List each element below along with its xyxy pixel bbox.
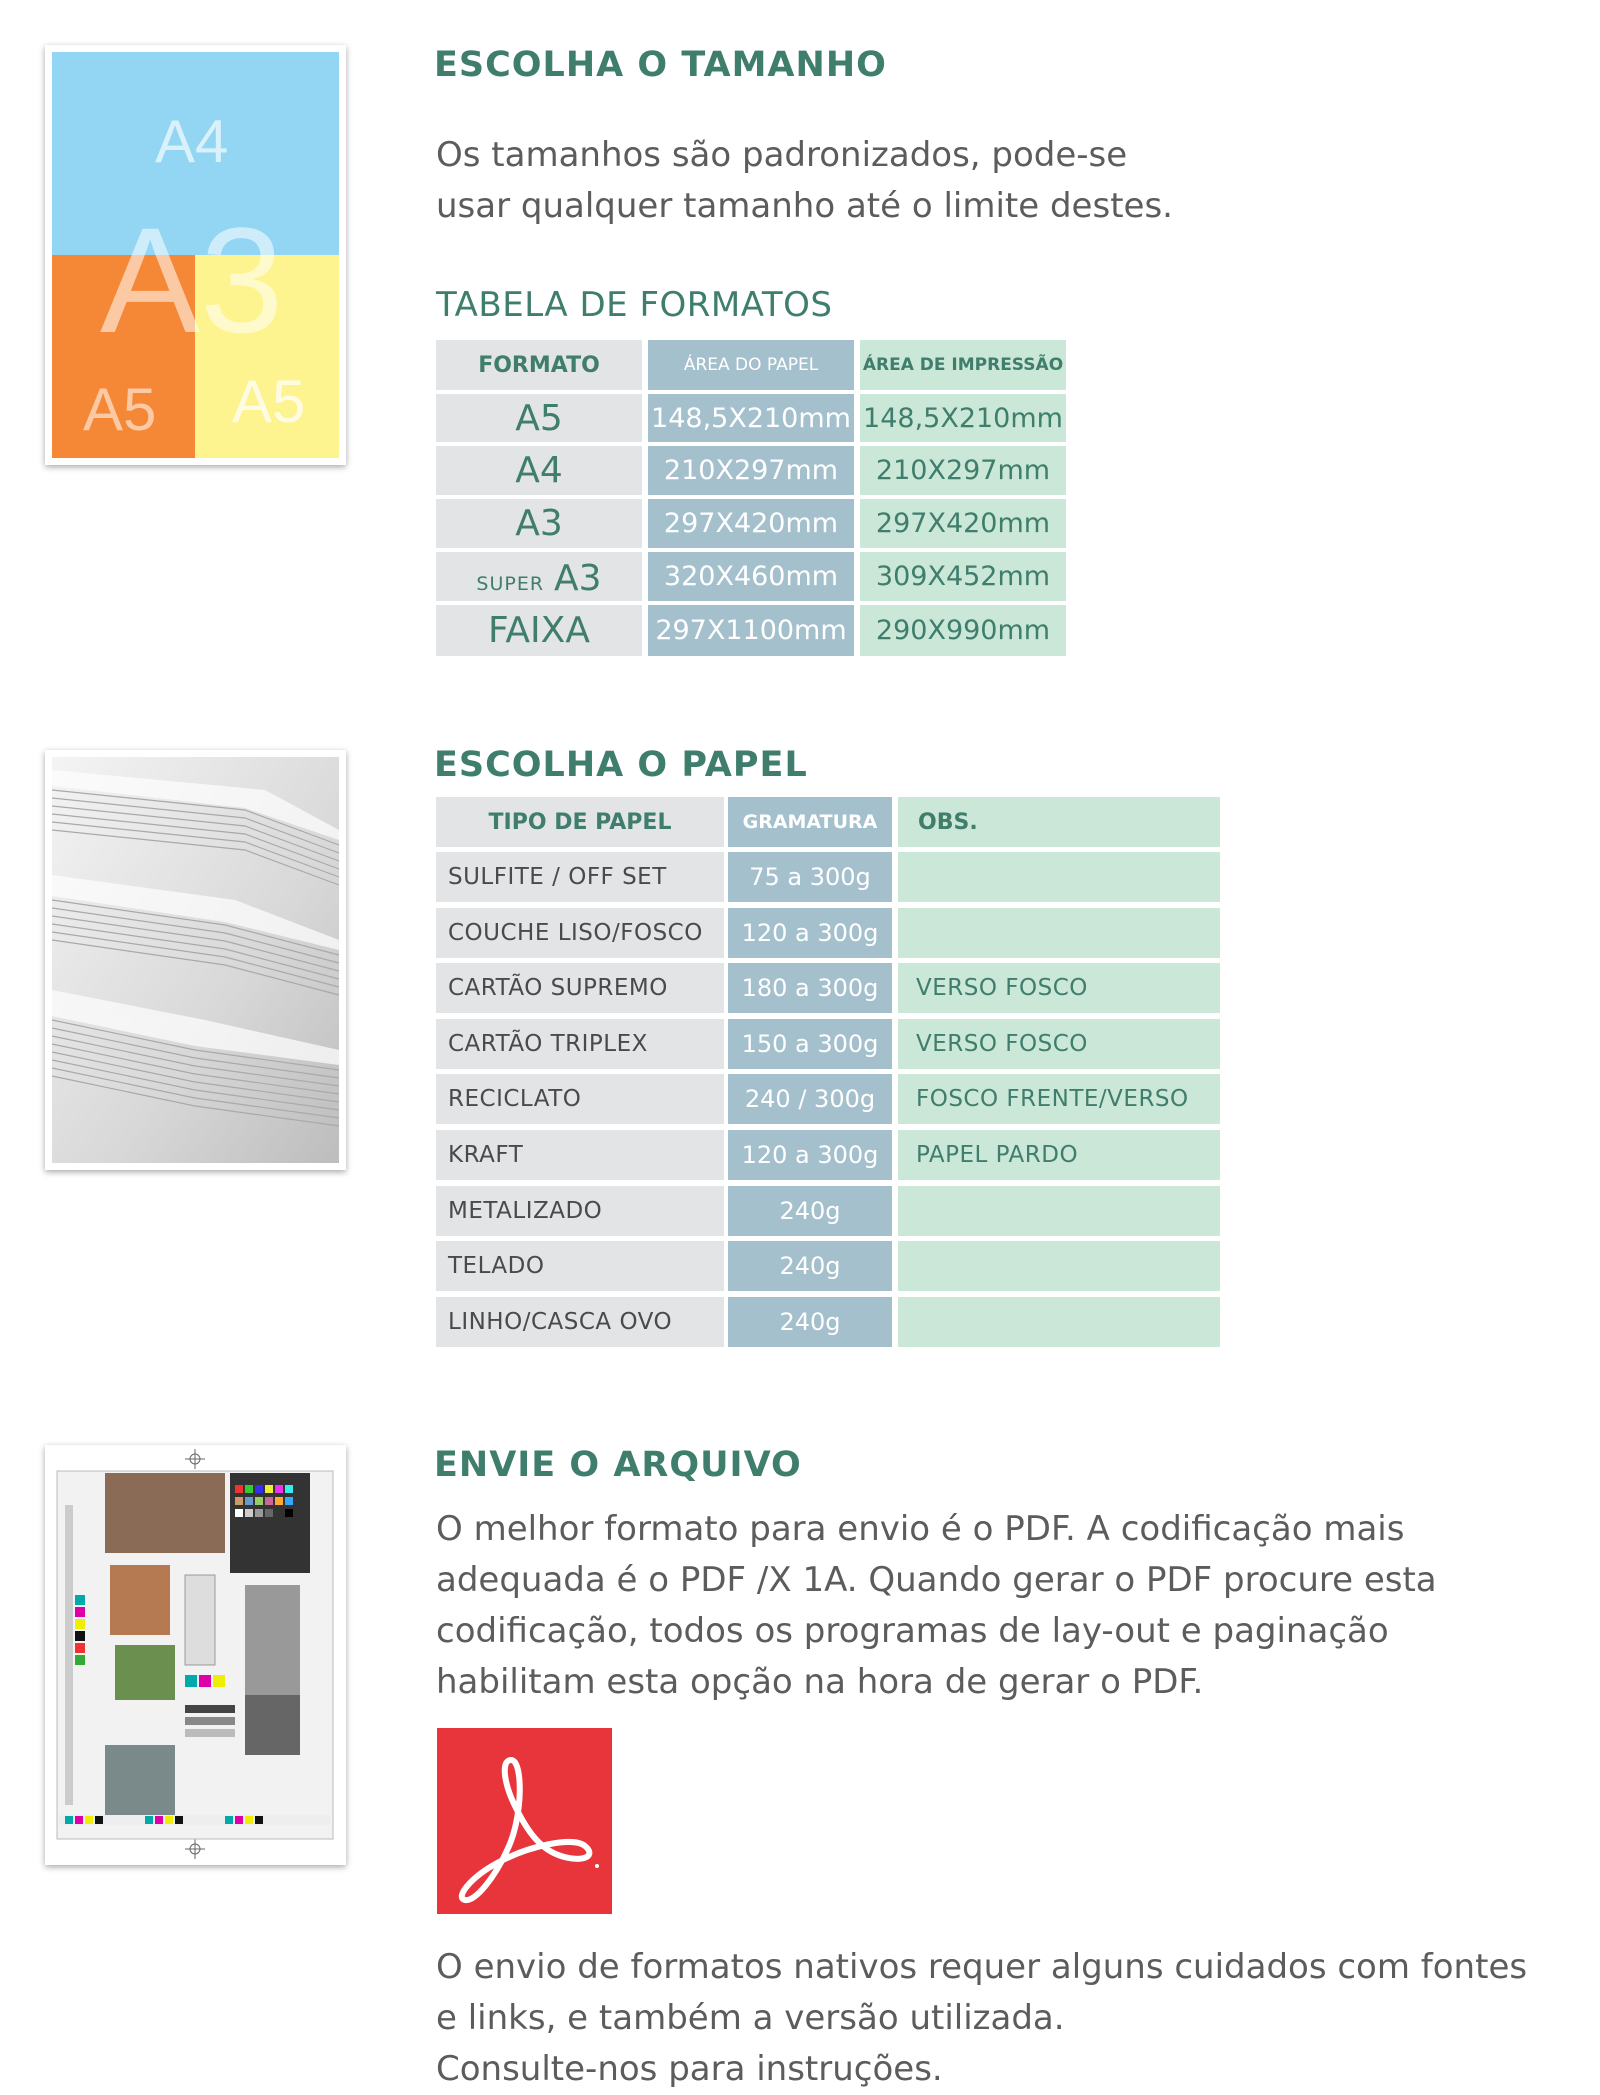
paper-row-tipo: KRAFT (436, 1130, 724, 1180)
formats-table-title: TABELA DE FORMATOS (436, 285, 833, 325)
formats-row-name: A3 (436, 499, 642, 548)
paper-header-gramatura: GRAMATURA (728, 797, 892, 847)
paper-row-gramatura: 240g (728, 1297, 892, 1347)
paper-row-obs (898, 1241, 1220, 1291)
paper-row-obs (898, 908, 1220, 958)
paper-row-tipo: TELADO (436, 1241, 724, 1291)
paper-row-tipo: CARTÃO SUPREMO (436, 963, 724, 1013)
paper-row-gramatura: 240 / 300g (728, 1074, 892, 1124)
paper-row-obs (898, 1186, 1220, 1236)
paper-size-diagram (45, 45, 346, 465)
paper-row-tipo: LINHO/CASCA OVO (436, 1297, 724, 1347)
print-proof-image (45, 1445, 346, 1865)
section-size-paragraph (436, 130, 1173, 232)
a4-label: A4 (155, 108, 229, 175)
formats-row-area-papel: 297X420mm (648, 499, 854, 548)
paper-row-gramatura: 240g (728, 1186, 892, 1236)
formats-row-area-impressao: 297X420mm (860, 499, 1066, 548)
paper-stack-image (45, 750, 346, 1170)
paragraph-line: e links, e também a versão utilizada. (436, 1998, 1065, 2038)
acrobat-icon (437, 1728, 612, 1914)
paper-row-obs (898, 1297, 1220, 1347)
paragraph-line: usar qualquer tamanho até o limite destes. (436, 186, 1173, 226)
formats-row-area-papel: 297X1100mm (648, 605, 854, 656)
print-proof-sheet (45, 1445, 346, 1865)
paper-row-gramatura: 120 a 300g (728, 1130, 892, 1180)
paper-row-gramatura: 150 a 300g (728, 1019, 892, 1069)
formats-row-name: A3 (554, 558, 602, 599)
pdf-logo (437, 1728, 612, 1914)
paper-row-tipo: SULFITE / OFF SET (436, 852, 724, 902)
paragraph-line: adequada é o PDF /X 1A. Quando gerar o PDF procure esta (436, 1560, 1437, 1600)
formats-row-name: A4 (436, 446, 642, 495)
a3-label: A3 (100, 196, 284, 364)
paragraph-line: O envio de formatos nativos requer alguns cuidados com fontes (436, 1947, 1528, 1987)
paragraph-line: Os tamanhos são padronizados, pode-se (436, 135, 1128, 175)
paper-row-obs: VERSO FOSCO (898, 963, 1220, 1013)
paper-row-obs: FOSCO FRENTE/VERSO (898, 1074, 1220, 1124)
section-size-title: ESCOLHA O TAMANHO (434, 45, 887, 85)
formats-row-area-impressao: 148,5X210mm (860, 394, 1066, 442)
formats-row-area-impressao: 210X297mm (860, 446, 1066, 495)
formats-header-formato: FORMATO (436, 340, 642, 390)
paper-row-gramatura: 75 a 300g (728, 852, 892, 902)
paragraph-line: codificação, todos os programas de lay-out e paginação (436, 1611, 1389, 1651)
paper-row-gramatura: 240g (728, 1241, 892, 1291)
paper-row-gramatura: 120 a 300g (728, 908, 892, 958)
formats-row-area-impressao: 290X990mm (860, 605, 1066, 656)
section-paper-title: ESCOLHA O PAPEL (434, 745, 808, 785)
formats-row-area-papel: 210X297mm (648, 446, 854, 495)
paper-stack-photo (45, 750, 346, 1170)
section-file-paragraph-1 (436, 1504, 1437, 1708)
a5-left-label: A5 (83, 376, 157, 443)
formats-row-area-papel: 148,5X210mm (648, 394, 854, 442)
formats-row-area-papel: 320X460mm (648, 552, 854, 601)
paper-row-tipo: RECICLATO (436, 1074, 724, 1124)
paper-row-obs: PAPEL PARDO (898, 1130, 1220, 1180)
paragraph-line: Consulte-nos para instruções. (436, 2049, 943, 2089)
section-file-title: ENVIE O ARQUIVO (434, 1445, 802, 1485)
formats-row-name: A5 (436, 394, 642, 442)
formats-header-area-papel: ÁREA DO PAPEL (648, 340, 854, 390)
paper-row-tipo: METALIZADO (436, 1186, 724, 1236)
paper-row-tipo: CARTÃO TRIPLEX (436, 1019, 724, 1069)
paper-row-obs (898, 852, 1220, 902)
a5-right-label: A5 (232, 368, 306, 435)
formats-row-name-cell (436, 552, 642, 601)
paper-row-tipo: COUCHE LISO/FOSCO (436, 908, 724, 958)
formats-row-area-impressao: 309X452mm (860, 552, 1066, 601)
section-file-paragraph-2 (436, 1942, 1527, 2095)
formats-row-name: FAIXA (436, 605, 642, 656)
paragraph-line: O melhor formato para envio é o PDF. A codificação mais (436, 1509, 1405, 1549)
paragraph-line: habilitam esta opção na hora de gerar o PDF. (436, 1662, 1204, 1702)
formats-row-prefix: SUPER (476, 573, 545, 595)
paper-header-obs: OBS. (898, 797, 1220, 847)
paper-header-tipo: TIPO DE PAPEL (436, 797, 724, 847)
formats-header-area-impressao: ÁREA DE IMPRESSÃO (860, 340, 1066, 390)
paper-row-gramatura: 180 a 300g (728, 963, 892, 1013)
paper-row-obs: VERSO FOSCO (898, 1019, 1220, 1069)
